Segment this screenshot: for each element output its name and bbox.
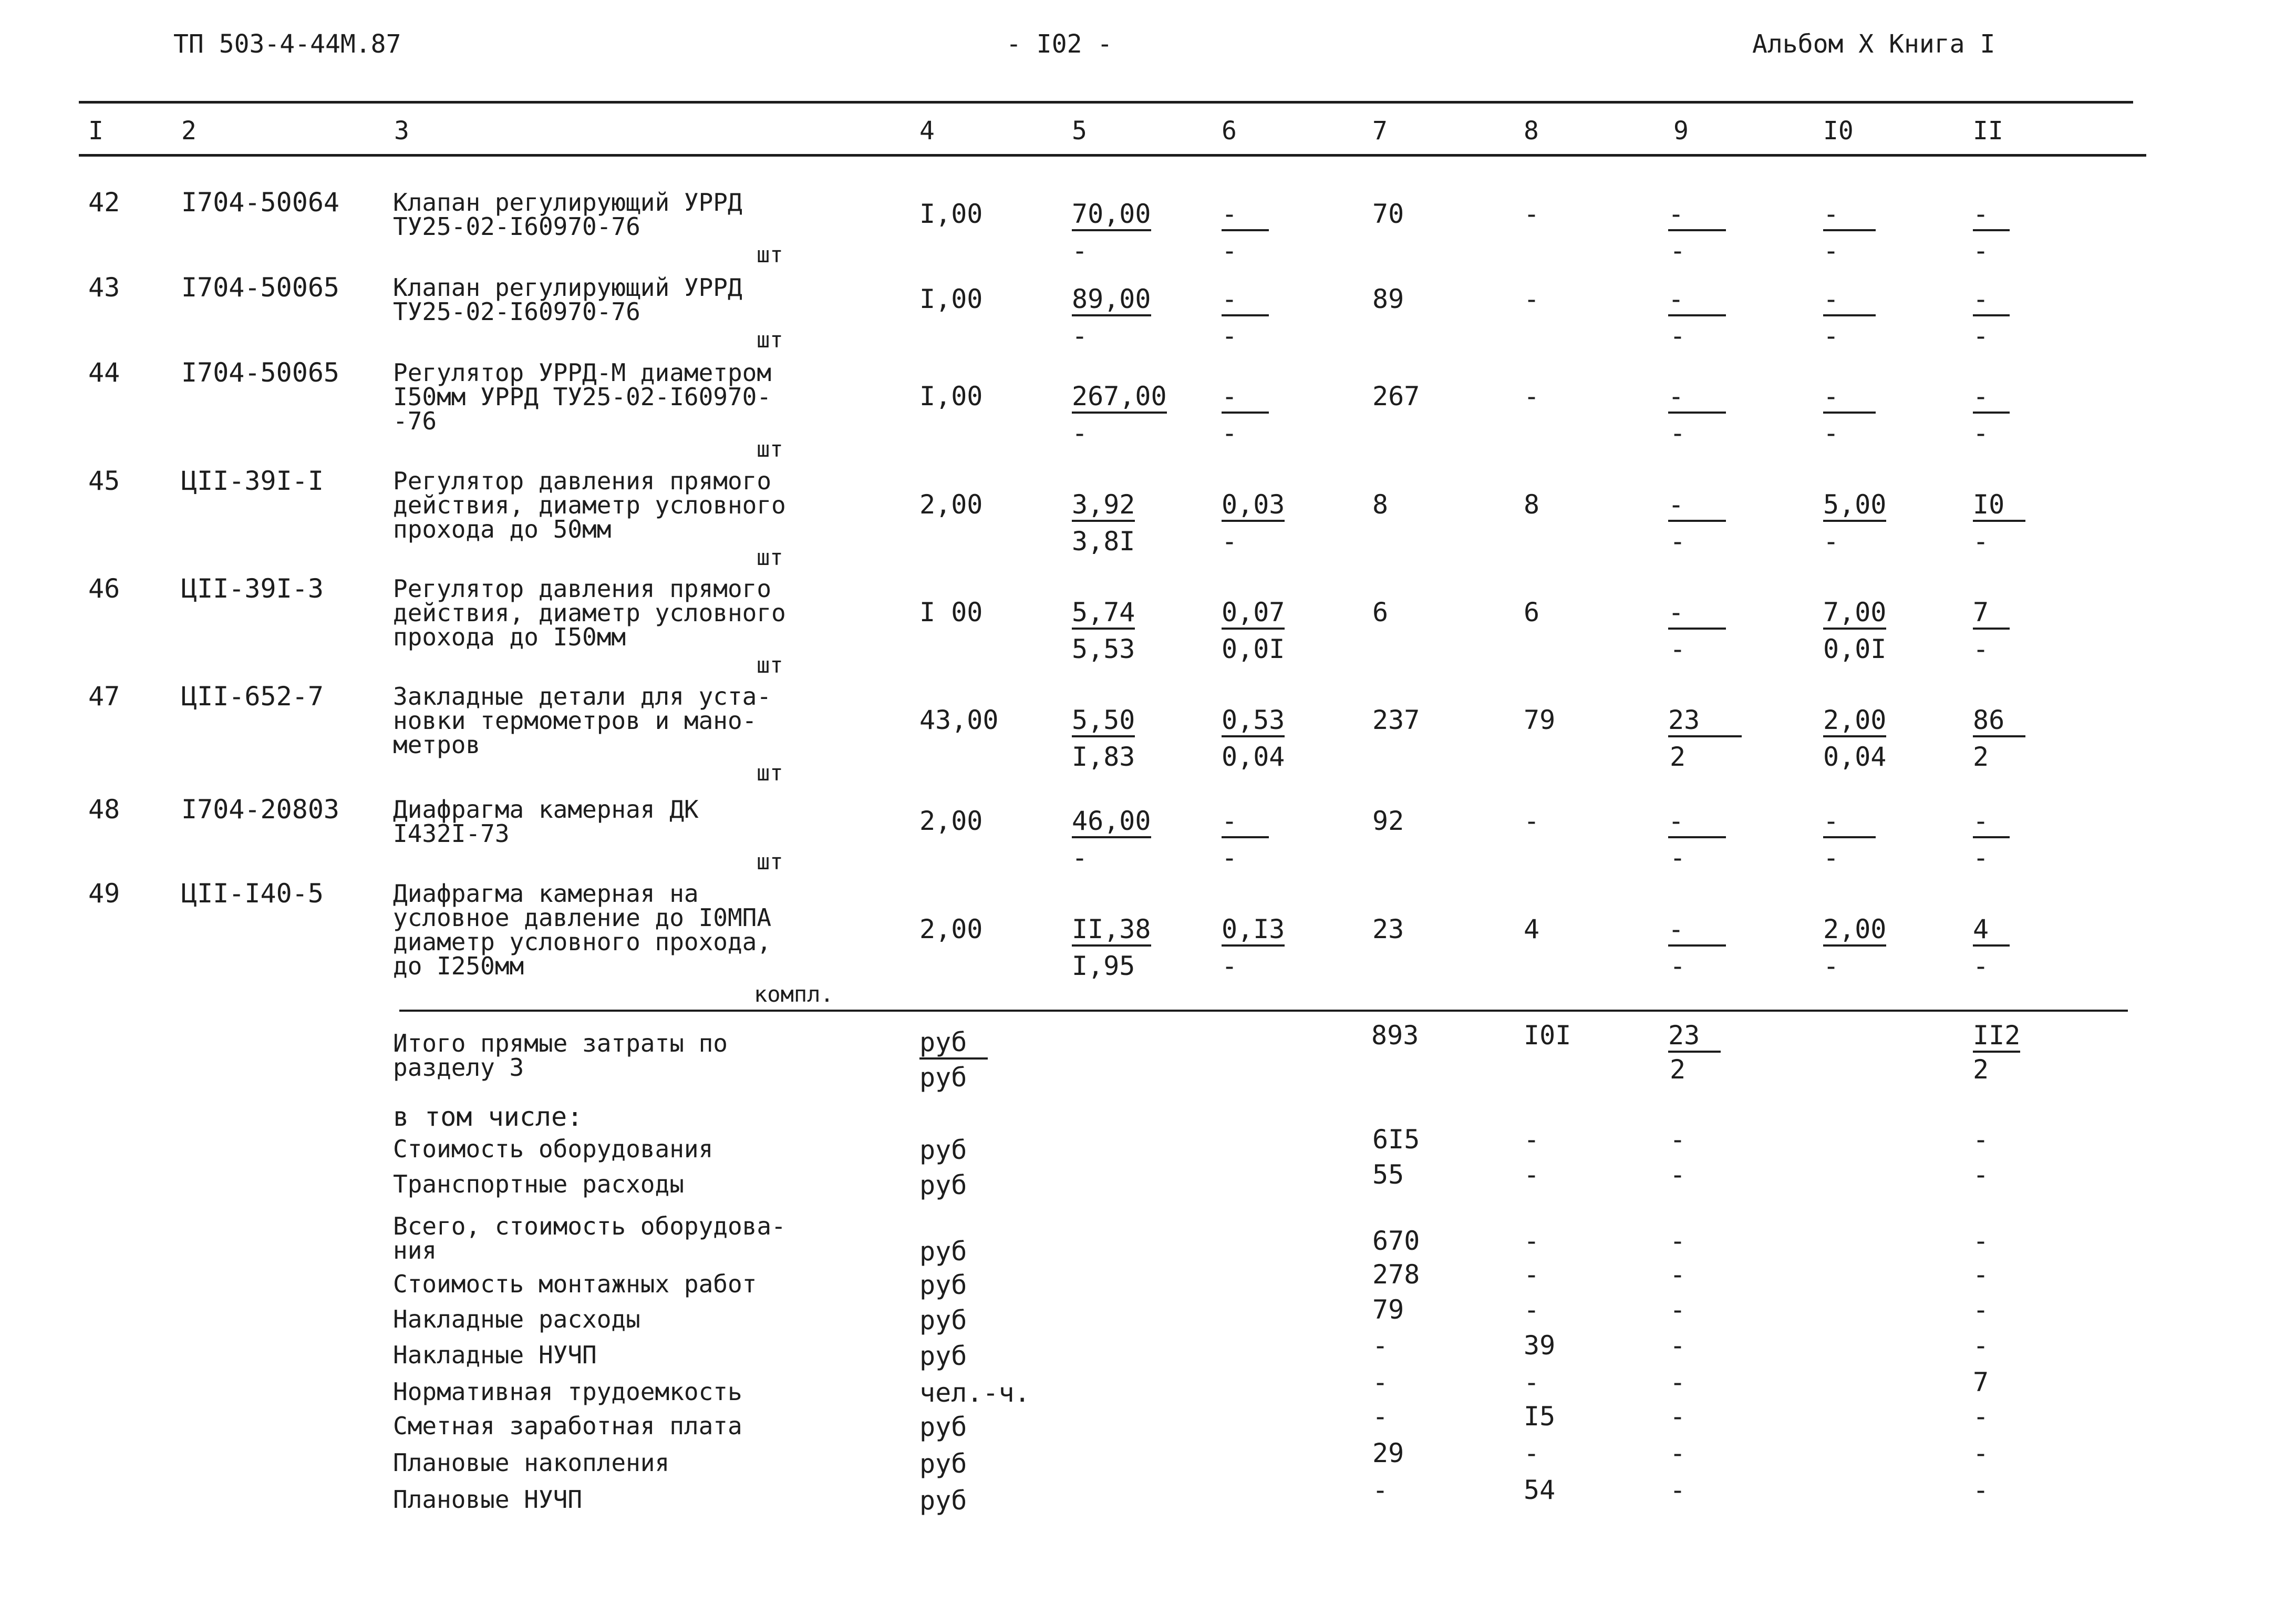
row-col7: 89 xyxy=(1372,284,1404,314)
row-unit: шт xyxy=(757,760,783,786)
row-col11: - xyxy=(1973,383,2010,414)
row-name: Диафрагма камерная ДК I432I-73 xyxy=(393,795,699,848)
row-col10-sub: - xyxy=(1823,951,1839,981)
row-col11: I0 xyxy=(1973,491,2025,522)
totals-col9: 23 xyxy=(1668,1022,1721,1053)
breakdown-col11: - xyxy=(1973,1475,1989,1505)
row-quantity: 43,00 xyxy=(919,705,999,735)
breakdown-col9: - xyxy=(1670,1124,1686,1155)
row-col6-sub: 0,04 xyxy=(1222,742,1285,772)
row-code: I704-50064 xyxy=(181,187,340,218)
row-col5: 89,00 xyxy=(1072,286,1151,316)
row-col6: - xyxy=(1222,808,1269,838)
row-col5: II,38 xyxy=(1072,916,1151,947)
row-col10: - xyxy=(1823,383,1876,414)
breakdown-col9: - xyxy=(1670,1367,1686,1397)
col-head-8: 8 xyxy=(1524,116,1539,146)
row-name: Диафрагма камерная на условное давление до I0МПА диаметр условного прохода, до I250мм xyxy=(393,879,772,980)
row-col7: 237 xyxy=(1372,705,1420,735)
row-col9-sub: - xyxy=(1670,526,1686,557)
col-head-7: 7 xyxy=(1372,116,1388,146)
row-col10-sub: - xyxy=(1823,418,1839,448)
row-col5: 70,00 xyxy=(1072,201,1151,231)
row-quantity: I,00 xyxy=(919,284,983,314)
row-col6-sub: - xyxy=(1222,951,1238,981)
totals-rule xyxy=(399,1010,2128,1012)
row-col5: 5,50 xyxy=(1072,707,1135,737)
breakdown-label: Плановые НУЧП xyxy=(393,1485,583,1514)
breakdown-unit: руб xyxy=(919,1341,967,1371)
breakdown-col8: 54 xyxy=(1524,1475,1556,1505)
breakdown-label: Транспортные расходы xyxy=(393,1170,684,1198)
row-col10-sub: - xyxy=(1823,842,1839,873)
breakdown-col8: 39 xyxy=(1524,1330,1556,1361)
row-col10: 5,00 xyxy=(1823,491,1886,522)
col-head-10: I0 xyxy=(1823,116,1854,146)
row-col8: 79 xyxy=(1524,705,1556,735)
row-code: I704-20803 xyxy=(181,794,340,825)
row-col5-sub: - xyxy=(1072,418,1088,448)
col-head-6: 6 xyxy=(1222,116,1237,146)
row-col11: - xyxy=(1973,286,2010,316)
row-name: Регулятор давления прямого действия, диаметр условного прохода до I50мм xyxy=(393,574,786,651)
row-col6-sub: - xyxy=(1222,235,1238,266)
col-head-1: I xyxy=(88,116,104,146)
breakdown-label: Сметная заработная плата xyxy=(393,1412,742,1440)
row-col8: 8 xyxy=(1524,489,1540,520)
row-col11: 86 xyxy=(1973,707,2025,737)
row-quantity: 2,00 xyxy=(919,806,983,836)
row-col10: - xyxy=(1823,286,1876,316)
breakdown-col11: - xyxy=(1973,1294,1989,1325)
row-col11-sub: - xyxy=(1973,235,1989,266)
row-number: 47 xyxy=(88,681,120,712)
row-col7: 8 xyxy=(1372,489,1389,520)
breakdown-col11: - xyxy=(1973,1124,1989,1155)
row-col9-sub: 2 xyxy=(1670,742,1686,772)
row-col6: - xyxy=(1222,286,1269,316)
breakdown-col9: - xyxy=(1670,1226,1686,1256)
row-col8: 4 xyxy=(1524,914,1540,944)
breakdown-col7: 6I5 xyxy=(1372,1124,1420,1155)
row-name: Регулятор давления прямого действия, диаметр условного прохода до 50мм xyxy=(393,467,786,543)
row-col10: 7,00 xyxy=(1823,599,1886,630)
breakdown-label: Стоимость оборудования xyxy=(393,1135,713,1163)
row-col6-sub: - xyxy=(1222,842,1238,873)
row-col10-sub: 0,04 xyxy=(1823,742,1887,772)
row-col7: 92 xyxy=(1372,806,1404,836)
breakdown-col11: - xyxy=(1973,1226,1989,1256)
breakdown-col7: 29 xyxy=(1372,1438,1404,1468)
row-col11-sub: 2 xyxy=(1973,742,1989,772)
breakdown-col11: - xyxy=(1973,1438,1989,1468)
header-top-rule xyxy=(79,101,2133,104)
album-label: Альбом X Книга I xyxy=(1752,29,1995,59)
row-col10: - xyxy=(1823,808,1876,838)
breakdown-col7: 55 xyxy=(1372,1159,1404,1190)
breakdown-col11: - xyxy=(1973,1259,1989,1290)
col-head-9: 9 xyxy=(1673,116,1689,146)
breakdown-col11: - xyxy=(1973,1330,1989,1361)
including-label: в том числе: xyxy=(393,1102,583,1132)
row-col6-sub: - xyxy=(1222,418,1238,448)
breakdown-col8: - xyxy=(1524,1159,1540,1190)
row-name: Клапан регулирующий УРРД ТУ25-02-I60970-76 xyxy=(393,188,742,241)
breakdown-col7: 79 xyxy=(1372,1294,1404,1325)
row-col5-sub: - xyxy=(1072,842,1088,873)
row-col8: - xyxy=(1524,806,1540,836)
breakdown-label: Накладные расходы xyxy=(393,1305,640,1333)
row-col7: 267 xyxy=(1372,381,1420,412)
row-col9: - xyxy=(1668,201,1726,231)
row-code: ЦII-652-7 xyxy=(181,681,324,712)
row-col9-sub: - xyxy=(1670,418,1686,448)
row-col6-sub: - xyxy=(1222,526,1238,557)
row-col5: 267,00 xyxy=(1072,383,1167,414)
breakdown-col8: - xyxy=(1524,1226,1540,1256)
row-col6: - xyxy=(1222,383,1269,414)
row-col5-sub: 3,8I xyxy=(1072,526,1135,557)
row-unit: шт xyxy=(757,242,783,268)
row-col7: 23 xyxy=(1372,914,1404,944)
row-number: 44 xyxy=(88,357,120,388)
row-col9: - xyxy=(1668,286,1726,316)
col-head-11: II xyxy=(1973,116,2003,146)
row-col5-sub: 5,53 xyxy=(1072,634,1135,664)
row-code: ЦII-39I-3 xyxy=(181,573,324,604)
row-number: 42 xyxy=(88,187,120,218)
row-col6: 0,53 xyxy=(1222,707,1285,737)
row-col9-sub: - xyxy=(1670,951,1686,981)
row-col5: 46,00 xyxy=(1072,808,1151,838)
breakdown-unit: руб xyxy=(919,1412,967,1442)
row-col5-sub: - xyxy=(1072,321,1088,351)
breakdown-label: Нормативная трудоемкость xyxy=(393,1377,742,1406)
breakdown-col7: 278 xyxy=(1372,1259,1420,1290)
breakdown-unit: руб xyxy=(919,1236,967,1267)
row-col9: - xyxy=(1668,491,1726,522)
row-col5-sub: - xyxy=(1072,235,1088,266)
breakdown-label: Плановые накопления xyxy=(393,1448,670,1477)
row-unit: шт xyxy=(757,327,783,353)
breakdown-col9: - xyxy=(1670,1159,1686,1190)
row-col11-sub: - xyxy=(1973,842,1989,873)
breakdown-unit: руб xyxy=(919,1448,967,1479)
row-col11: - xyxy=(1973,808,2010,838)
breakdown-col8: - xyxy=(1524,1367,1540,1397)
row-quantity: 2,00 xyxy=(919,914,983,944)
totals-col7: 893 xyxy=(1371,1020,1419,1051)
row-col5-sub: I,95 xyxy=(1072,951,1135,981)
row-col7: 70 xyxy=(1372,199,1404,229)
row-col9-sub: - xyxy=(1670,842,1686,873)
row-unit: компл. xyxy=(754,981,834,1007)
row-col8: 6 xyxy=(1524,597,1540,628)
totals-unit-1: руб xyxy=(919,1029,988,1060)
breakdown-label: Всего, стоимость оборудова- ния xyxy=(393,1212,786,1265)
breakdown-col8: - xyxy=(1524,1124,1540,1155)
breakdown-col9: - xyxy=(1670,1330,1686,1361)
row-col11: 7 xyxy=(1973,599,2010,630)
row-col6: 0,I3 xyxy=(1222,916,1285,947)
row-col9: - xyxy=(1668,599,1726,630)
row-col11-sub: - xyxy=(1973,634,1989,664)
breakdown-col9: - xyxy=(1670,1401,1686,1432)
page-number: - I02 - xyxy=(1006,29,1113,59)
totals-col11-sub: 2 xyxy=(1973,1054,1989,1085)
breakdown-col9: - xyxy=(1670,1294,1686,1325)
row-col8: - xyxy=(1524,199,1540,229)
row-col5-sub: I,83 xyxy=(1072,742,1135,772)
row-code: ЦII-39I-I xyxy=(181,466,324,496)
row-col9: - xyxy=(1668,808,1726,838)
doc-code: ТП 503-4-44М.87 xyxy=(173,29,401,59)
row-code: I704-50065 xyxy=(181,272,340,303)
row-col9: - xyxy=(1668,383,1726,414)
breakdown-col7: - xyxy=(1372,1401,1389,1432)
row-col11-sub: - xyxy=(1973,526,1989,557)
breakdown-unit: руб xyxy=(919,1135,967,1165)
row-quantity: 2,00 xyxy=(919,489,983,520)
breakdown-unit: руб xyxy=(919,1305,967,1335)
row-col11-sub: - xyxy=(1973,418,1989,448)
row-col6-sub: - xyxy=(1222,321,1238,351)
col-head-5: 5 xyxy=(1072,116,1087,146)
row-col11-sub: - xyxy=(1973,951,1989,981)
row-number: 48 xyxy=(88,794,120,825)
row-unit: шт xyxy=(757,544,783,570)
header-bottom-rule xyxy=(79,154,2146,157)
breakdown-label: Стоимость монтажных работ xyxy=(393,1270,757,1298)
breakdown-col8: - xyxy=(1524,1294,1540,1325)
row-col8: - xyxy=(1524,284,1540,314)
breakdown-col11: 7 xyxy=(1973,1367,1989,1397)
breakdown-col11: - xyxy=(1973,1401,1989,1432)
breakdown-col8: - xyxy=(1524,1438,1540,1468)
breakdown-unit: чел.-ч. xyxy=(919,1377,1030,1408)
row-unit: шт xyxy=(757,436,783,462)
breakdown-label: Накладные НУЧП xyxy=(393,1341,597,1369)
breakdown-col7: - xyxy=(1372,1475,1389,1505)
totals-col8: I0I xyxy=(1524,1020,1571,1051)
row-quantity: I,00 xyxy=(919,381,983,412)
breakdown-col9: - xyxy=(1670,1475,1686,1505)
breakdown-col8: - xyxy=(1524,1259,1540,1290)
row-name: Закладные детали для уста- новки термометров и мано- метров xyxy=(393,682,772,759)
row-col10-sub: - xyxy=(1823,321,1839,351)
totals-label: Итого прямые затраты по разделу 3 xyxy=(393,1029,728,1082)
row-quantity: I 00 xyxy=(919,597,983,628)
breakdown-unit: руб xyxy=(919,1485,967,1516)
col-head-3: 3 xyxy=(394,116,409,146)
breakdown-col7: - xyxy=(1372,1367,1389,1397)
totals-unit-2: руб xyxy=(919,1062,967,1093)
row-number: 45 xyxy=(88,466,120,496)
row-col9-sub: - xyxy=(1670,634,1686,664)
row-unit: шт xyxy=(757,849,783,875)
row-col6: 0,03 xyxy=(1222,491,1285,522)
breakdown-col8: I5 xyxy=(1524,1401,1556,1432)
row-code: ЦII-I40-5 xyxy=(181,878,324,909)
row-col9: - xyxy=(1668,916,1726,947)
row-col9: 23 xyxy=(1668,707,1742,737)
breakdown-unit: руб xyxy=(919,1170,967,1200)
row-col11-sub: - xyxy=(1973,321,1989,351)
totals-col11: II2 xyxy=(1973,1022,2020,1053)
row-number: 49 xyxy=(88,878,120,909)
breakdown-col9: - xyxy=(1670,1259,1686,1290)
row-col10: 2,00 xyxy=(1823,707,1886,737)
row-col11: - xyxy=(1973,201,2010,231)
row-quantity: I,00 xyxy=(919,199,983,229)
row-col10: 2,00 xyxy=(1823,916,1886,947)
row-col10-sub: - xyxy=(1823,526,1839,557)
row-col11: 4 xyxy=(1973,916,2010,947)
breakdown-col9: - xyxy=(1670,1438,1686,1468)
breakdown-col7: - xyxy=(1372,1330,1389,1361)
row-code: I704-50065 xyxy=(181,357,340,388)
row-col10-sub: - xyxy=(1823,235,1839,266)
row-col6-sub: 0,0I xyxy=(1222,634,1285,664)
breakdown-col11: - xyxy=(1973,1159,1989,1190)
row-col8: - xyxy=(1524,381,1540,412)
row-col6: - xyxy=(1222,201,1269,231)
row-number: 46 xyxy=(88,573,120,604)
col-head-4: 4 xyxy=(919,116,935,146)
row-col6: 0,07 xyxy=(1222,599,1285,630)
row-col7: 6 xyxy=(1372,597,1389,628)
totals-col9-sub: 2 xyxy=(1670,1054,1686,1085)
breakdown-unit: руб xyxy=(919,1270,967,1300)
row-number: 43 xyxy=(88,272,120,303)
row-col10: - xyxy=(1823,201,1876,231)
row-col5: 5,74 xyxy=(1072,599,1135,630)
row-col9-sub: - xyxy=(1670,321,1686,351)
col-head-2: 2 xyxy=(181,116,196,146)
breakdown-col7: 670 xyxy=(1372,1226,1420,1256)
row-unit: шт xyxy=(757,652,783,678)
row-name: Регулятор УРРД-М диаметром I50мм УРРД ТУ25-02-I60970- -76 xyxy=(393,358,772,435)
row-col5: 3,92 xyxy=(1072,491,1135,522)
row-name: Клапан регулирующий УРРД ТУ25-02-I60970-76 xyxy=(393,273,742,326)
row-col9-sub: - xyxy=(1670,235,1686,266)
row-col10-sub: 0,0I xyxy=(1823,634,1887,664)
